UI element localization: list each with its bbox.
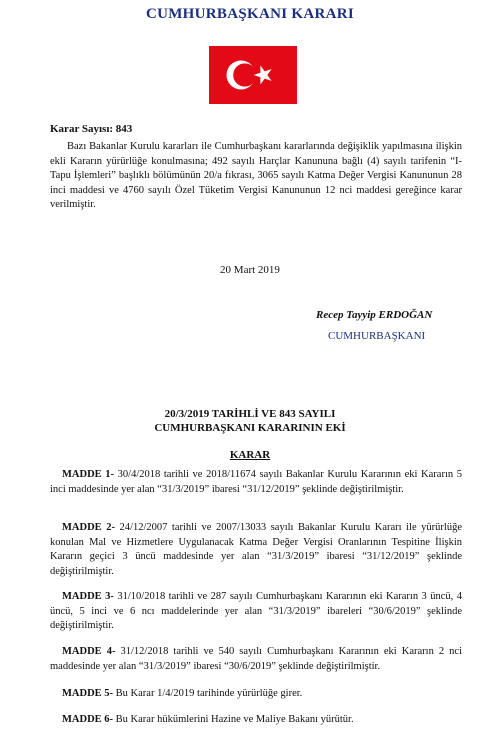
article-label: MADDE 2- (62, 522, 115, 533)
article-text: 31/12/2018 tarihli ve 540 sayılı Cumhurbaşkanı Kararının eki Kararın 2 nci maddesinde yer alan “31/3/2019” ibaresi “30/6/2019” şeklinde değiştirilmiştir. (50, 646, 462, 672)
article-label: MADDE 3- (62, 591, 114, 602)
article-3 (50, 590, 462, 634)
article-label: MADDE 6- (62, 714, 114, 725)
signatory-name: Recep Tayyip ERDOĞAN (316, 309, 433, 321)
annex-heading-line1: 20/3/2019 TARİHLİ VE 843 SAYILI (164, 408, 336, 420)
article-5 (50, 687, 462, 702)
karar-subheading: KARAR (229, 449, 271, 461)
signatory-title: CUMHURBAŞKANI (328, 330, 426, 342)
article-label: MADDE 5- (62, 688, 114, 699)
article-2 (50, 521, 462, 579)
article-text: Bu Karar 1/4/2019 tarihinde yürürlüğe girer. (115, 688, 303, 699)
preamble-paragraph: Bazı Bakanlar Kurulu kararları ile Cumhurbaşkanı kararlarında değişiklik yapılmasına ilişkin ekli Kararın yürürlüğe konulmasına; 492 sayılı Harçlar Kanununa bağlı (4) sayılı tarifenin “I-Tapu İşlemleri” başlıklı bölümünün 20/a fıkrası, 3065 sayılı Katma Değer Vergisi Kanununun 28 inci maddesi ve 4760 sayılı Özel Tüketim Vergisi Kanununun 12 nci maddesi gereğince karar verilmiştir. (50, 141, 462, 211)
decision-number: Karar Sayısı: 843 (50, 123, 133, 135)
annex-heading-line2: CUMHURBAŞKANI KARARININ EKİ (154, 422, 346, 434)
turkish-flag-icon (209, 46, 297, 104)
document-title: CUMHURBAŞKANI KARARI (145, 6, 355, 22)
article-4 (50, 645, 462, 674)
article-text: 24/12/2007 tarihli ve 2007/13033 sayılı Bakanlar Kurulu Kararı ile yürürlüğe konulan Mal ve Hizmetlere Uygulanacak Katma Değer Vergisi Oranlarının Tespitine İlişkin Kararın geçici 3 üncü maddesinde yer alan “31/3/2019” ibaresi “31/12/2019” şeklinde değiştirilmiştir. (50, 522, 463, 577)
article-label: MADDE 1- (62, 469, 115, 480)
article-6 (50, 713, 462, 728)
annex-heading (0, 407, 500, 435)
decision-date: 20 Mart 2019 (220, 264, 280, 276)
article-label: MADDE 4- (62, 646, 116, 657)
article-text: 31/10/2018 tarihli ve 287 sayılı Cumhurbaşkanı Kararının eki Kararın 3 üncü, 4 üncü, 5 inci ve 6 ncı maddelerinde yer alan “31/3/2019” ibareleri “30/6/2019” şeklinde değiştirilmiştir. (50, 591, 463, 632)
article-1 (50, 468, 462, 497)
article-text: Bu Karar hükümlerini Hazine ve Maliye Bakanı yürütür. (115, 714, 354, 725)
article-text: 30/4/2018 tarihli ve 2018/11674 sayılı Bakanlar Kurulu Kararının eki Kararın 5 inci maddesinde yer alan “31/3/2019” ibaresi “31/12/2019” şeklinde değiştirilmiştir. (50, 469, 462, 495)
